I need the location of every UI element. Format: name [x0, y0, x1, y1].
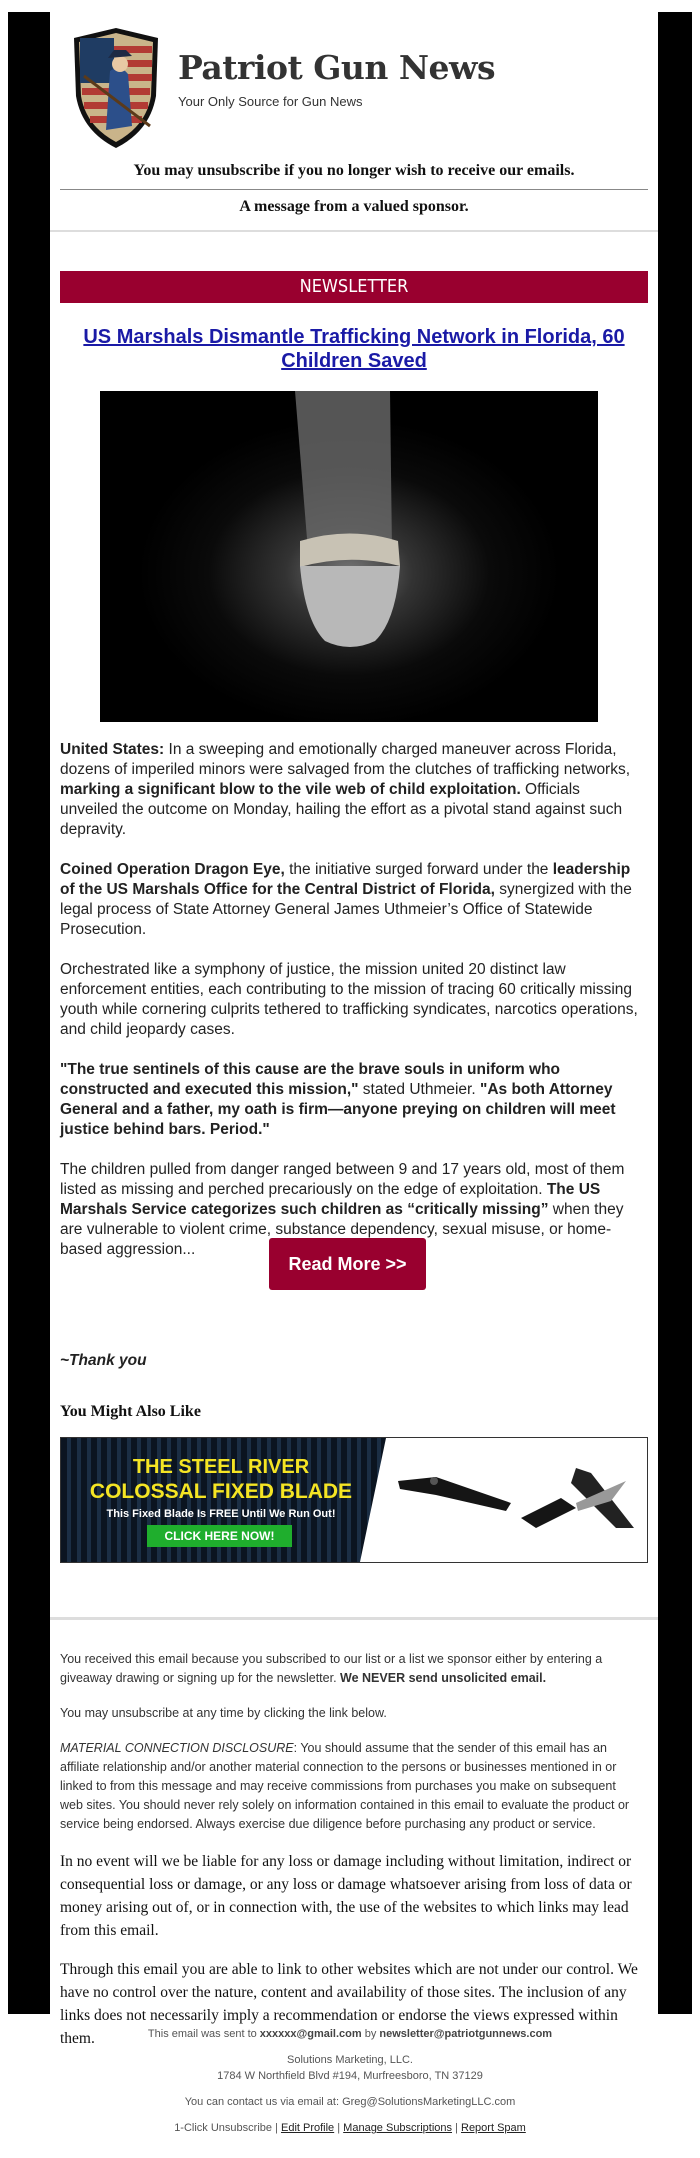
company-address: Solutions Marketing, LLC. 1784 W Northfield Blvd #194, Murfreesboro, TN 37129	[217, 2054, 483, 2082]
divider	[50, 1617, 658, 1620]
unsubscribe-info: You may unsubscribe at any time by clicking the link below.	[60, 1706, 387, 1720]
links-disclaimer: Through this email you are able to link to other websites which are not under our control. We have no control over the nature, content and availability of those sites. The inclusion of any links does not necessarily imply a recommendation or endorse the views expressed within them.	[60, 1961, 638, 2047]
liability-disclaimer: In no event will we be liable for any loss or damage including without limitation, indirect or consequential loss or damage, or any loss or damage whatsoever arising from loss of data or money arising out of, or in connection with, the use of the websites to which links may lead from this email.	[60, 1853, 632, 1939]
patriot-shield-logo	[70, 26, 162, 150]
article-paragraph: Orchestrated like a symphony of justice, the mission united 20 distinct law enforcement entities, each contributing to the mission of tracing 60 critically missing youth while cornering culprits tethered to trafficking syndicates, narcotics operations, and child jeopardy cases.	[60, 961, 638, 1038]
one-click-unsubscribe-link[interactable]: 1-Click Unsubscribe	[174, 2122, 272, 2134]
article-paragraph: The children pulled from danger ranged between 9 and 17 years old, most of them listed as missing and perched precariously on the edge of exploitation. The US Marshals Service categorizes such children as “critically missing” when they are vulnerable to violent crime, substance dependency, sexual misuse, or home-based aggression...	[60, 1161, 625, 1258]
edit-profile-link[interactable]: Edit Profile	[280, 2122, 335, 2134]
banner-subtitle: This Fixed Blade Is FREE Until We Run Out!	[106, 1508, 336, 1520]
article-image[interactable]	[100, 391, 598, 722]
email-footer	[0, 2026, 700, 2146]
article-quote: "The true sentinels of this cause are the brave souls in uniform who constructed and executed this mission," stated Uthmeier. "As both Attorney General and a father, my oath is firm—anyone preying on children will meet justice behind bars. Period."	[60, 1061, 616, 1138]
unsubscribe-note: You may unsubscribe if you no longer wish to receive our emails.	[133, 162, 575, 179]
sheathed-knife-image	[396, 1473, 516, 1513]
newsletter-banner: NEWSLETTER	[60, 271, 648, 303]
site-tagline: Your Only Source for Gun News	[178, 94, 363, 109]
contact-line: You can contact us via email at: Greg@SolutionsMarketingLLC.com	[184, 2096, 516, 2108]
also-like-heading: You Might Also Like	[60, 1403, 201, 1420]
banner-title-1: THE STEEL RIVER	[132, 1456, 310, 1478]
report-spam-link[interactable]: Report Spam	[461, 2122, 526, 2134]
material-disclosure: MATERIAL CONNECTION DISCLOSURE: You should assume that the sender of this email has an affiliate relationship and/or another material connection to the persons or businesses mentioned in or linked to from this message and may receive commissions from purchases you make on subsequent web sites. You should never rely solely on information contained in this email to evaluate the product or service being endorsed. Always exercise due diligence before purchasing any product or service.	[60, 1741, 630, 1831]
banner-title-2: COLOSSAL FIXED BLADE	[89, 1480, 353, 1503]
article-headline-link[interactable]: US Marshals Dismantle Trafficking Network in Florida, 60 Children Saved	[83, 326, 625, 372]
legal-section	[60, 1650, 640, 2066]
sent-to-line: This email was sent to xxxxxx@gmail.com by newsletter@patriotgunnews.com	[147, 2028, 553, 2040]
divider	[50, 230, 658, 232]
site-title: Patriot Gun News	[178, 48, 496, 87]
knife-ad-banner[interactable]	[60, 1437, 648, 1563]
article-paragraph: Coined Operation Dragon Eye, the initiative surged forward under the leadership of the US Marshals Office for the Central District of Florida, synergized with the legal process of State Attorney General James Uthmeier’s Office of Statewide Prosecution.	[60, 861, 632, 938]
divider	[60, 189, 648, 190]
banner-cta-button[interactable]: CLICK HERE NOW!	[147, 1525, 292, 1547]
manage-subscriptions-link[interactable]: Manage Subscriptions	[343, 2122, 453, 2134]
sponsor-note: A message from a valued sponsor.	[239, 198, 469, 215]
knife-image	[516, 1463, 636, 1533]
subscription-notice: You received this email because you subscribed to our list or a list we sponsor either by entering a giveaway drawing or signing up for the newsletter. We NEVER send unsolicited email.	[60, 1652, 603, 1685]
footer-links: 1-Click Unsubscribe | Edit Profile | Manage Subscriptions | Report Spam	[174, 2122, 526, 2134]
read-more-button[interactable]: Read More >>	[269, 1238, 426, 1290]
article-paragraph: United States: In a sweeping and emotionally charged maneuver across Florida, dozens of imperiled minors were salvaged from the clutches of trafficking networks, marking a significant blow to the vile web of child exploitation. Officials unveiled the outcome on Monday, hailing the effort as a pivotal stand against such depravity.	[60, 741, 631, 838]
thank-you-note: ~Thank you	[60, 1352, 147, 1369]
bound-hands-image	[100, 391, 598, 722]
article-body	[60, 740, 640, 1280]
